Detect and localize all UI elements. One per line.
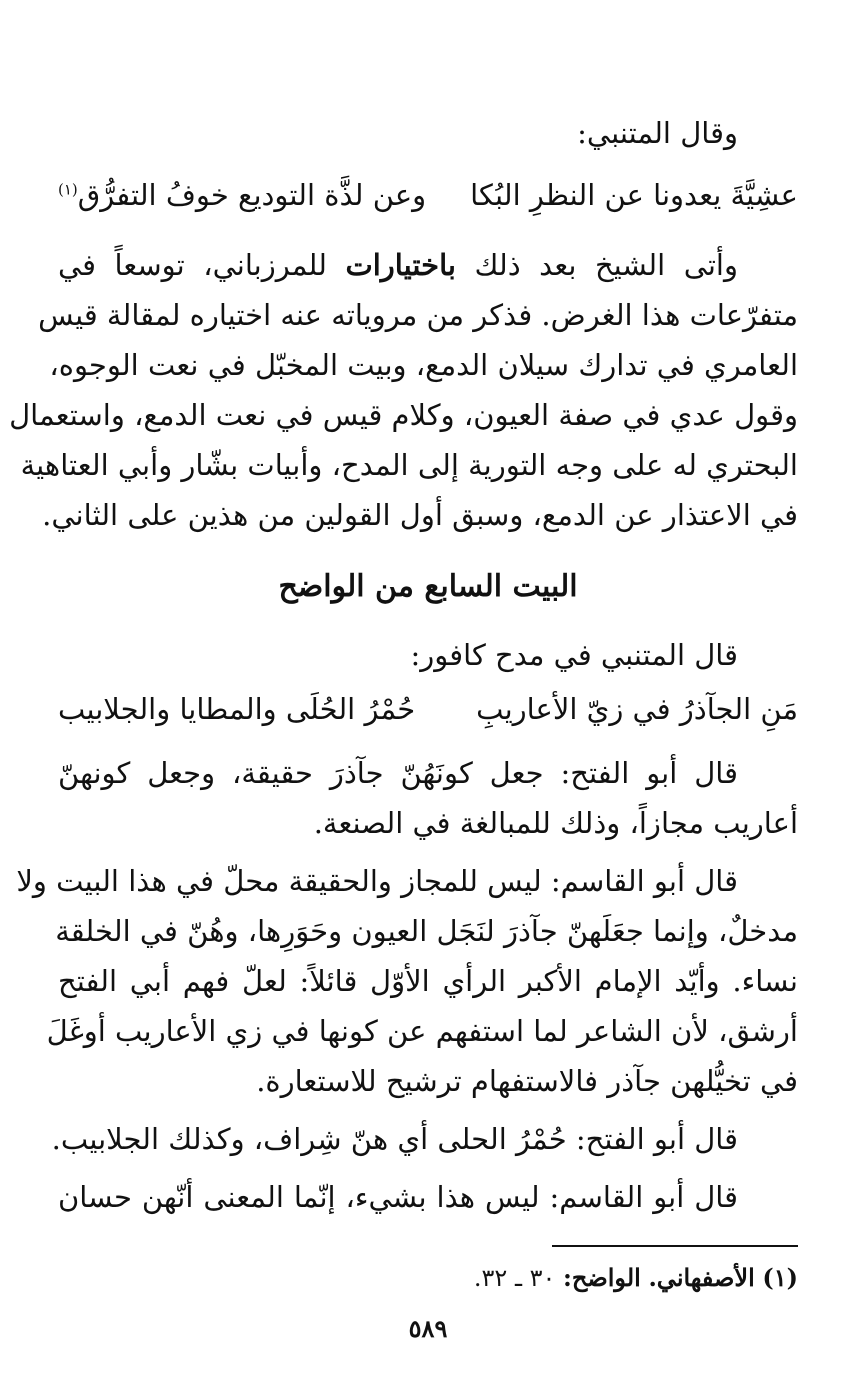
verse-intro: قال المتنبي في مدح كافور:: [410, 638, 738, 672]
paragraph-line: مدخلٌ، وإنما جعَلَهنّ جآذرَ لنَجَل العيون وحَوَرِها، وهُنّ في الخلقة: [55, 914, 798, 948]
text-run: للمرزباني، توسعاً في: [58, 248, 346, 282]
verse-hemistich-second: [58, 170, 426, 220]
footnote: [474, 1258, 798, 1298]
section-heading: البيت السابع من الواضح: [278, 569, 578, 604]
paragraph-line: قال أبو القاسم: ليس للمجاز والحقيقة محلّ في هذا البيت ولا: [16, 864, 738, 898]
verse-line: [58, 170, 798, 220]
paragraph-line: قال أبو الفتح: حُمْرُ الحلى أي هنّ شِراف، وكذلك الجلابيب.: [51, 1122, 738, 1156]
verse-intro: وقال المتنبي:: [577, 116, 738, 150]
paragraph-line: العامري في تدارك سيلان الدمع، وبيت المخبّل في نعت الوجوه،: [49, 348, 798, 382]
footnote-reference[interactable]: (١): [58, 180, 78, 199]
hemistich-text: عشِيَّةَ يعدونا عن النظرِ البُكا: [470, 178, 798, 212]
footnote-author: الأصفهاني.: [648, 1263, 755, 1292]
footnote-title: الواضح:: [563, 1263, 641, 1292]
paragraph-line: نساء. وأيّد الإمام الأكبر الرأي الأوّل قائلاً: لعلّ فهم أبي الفتح: [58, 964, 798, 998]
book-page: [9, 0, 798, 1380]
paragraph-line: في تخيُّلهن جآذر فالاستفهام ترشيح للاستعارة.: [256, 1064, 798, 1098]
page-number: ٥٨٩: [408, 1314, 448, 1343]
paragraph-line: وقول عدي في صفة العيون، وكلام قيس في نعت الدمع، واستعمال: [9, 398, 798, 432]
verse-hemistich-first: [470, 170, 798, 220]
paragraph-line: البحتري له على وجه التورية إلى المدح، وأبيات بشّار وأبي العتاهية: [20, 448, 798, 482]
footnote-marker: (١): [762, 1263, 798, 1292]
footnote-pages: ٣٠ ـ ٣٢.: [473, 1264, 556, 1292]
verse-hemistich-second: حُمْرُ الحُلَى والمطايا والجلابيب: [58, 692, 416, 726]
paragraph-line: في الاعتذار عن الدمع، وسبق أول القولين من هذين على الثاني.: [42, 498, 798, 532]
text-run: وأتى الشيخ بعد ذلك: [455, 248, 738, 282]
footnote-divider: [552, 1245, 798, 1247]
paragraph-line: متفرّعات هذا الغرض. فذكر من مروياته عنه اختياره لمقالة قيس: [38, 298, 798, 332]
hemistich-text: وعن لذَّة التوديع خوفُ التفرُّق: [77, 178, 427, 212]
paragraph-line: [58, 240, 738, 290]
verse-hemistich-first: مَنِ الجآذرُ في زيّ الأعاريبِ: [476, 692, 798, 726]
bold-term: باختيارات: [345, 248, 456, 282]
paragraph-line: قال أبو الفتح: جعل كونَهُنّ جآذرَ حقيقة، وجعل كونهنّ: [58, 756, 738, 790]
paragraph-line: أرشق، لأن الشاعر لما استفهم عن كونها في زي الأعاريب أوغَلَ: [46, 1014, 798, 1048]
paragraph-line: أعاريب مجازاً، وذلك للمبالغة في الصنعة.: [313, 806, 798, 840]
paragraph-line: قال أبو القاسم: ليس هذا بشيء، إنّما المعنى أنّهن حسان: [58, 1180, 738, 1214]
verse-line: [58, 684, 798, 734]
